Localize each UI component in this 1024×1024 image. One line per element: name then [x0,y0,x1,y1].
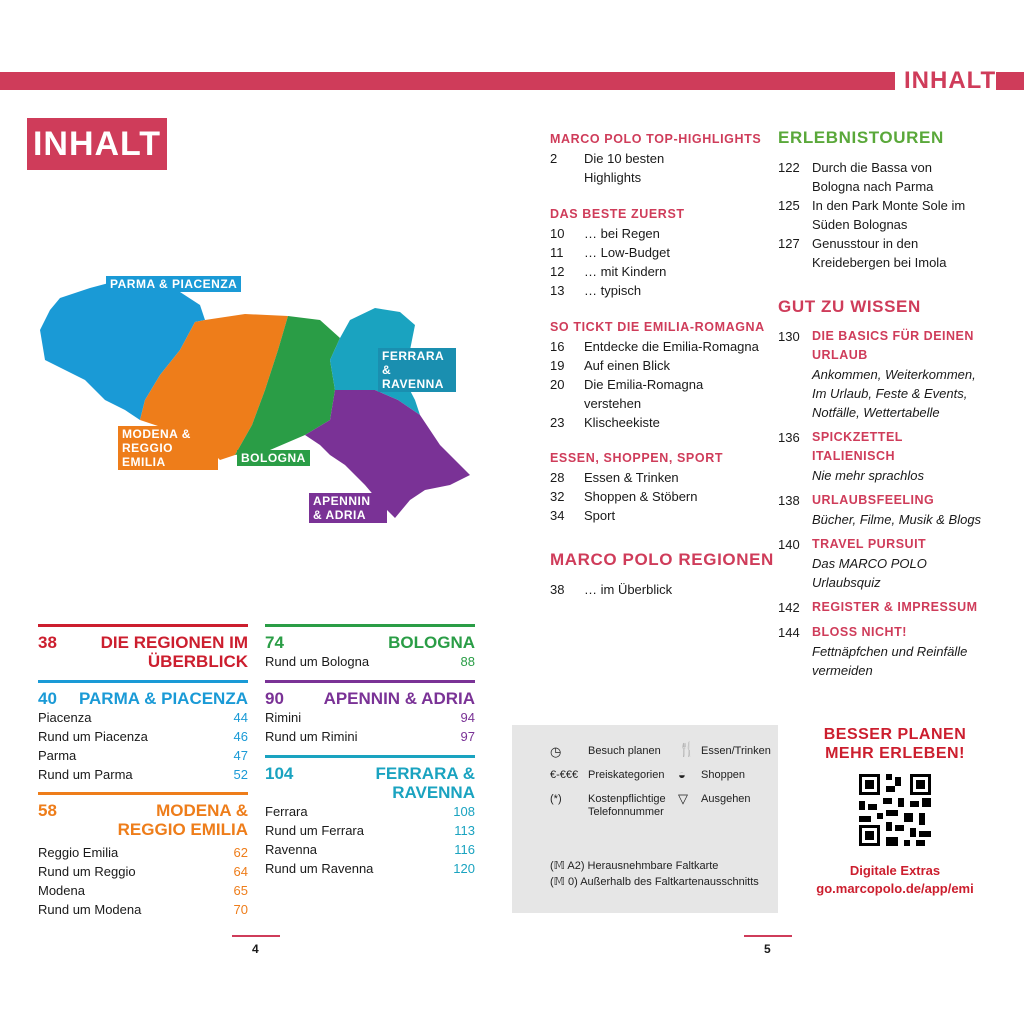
list-item: Rund um Piacenza 46 [38,729,248,744]
toc-item: 28 Essen & Trinken [550,470,679,485]
corner-title: INHALT [904,67,997,94]
region-entry-overview [38,624,248,671]
map-label-apennin: APENNIN & ADRIA [309,493,387,523]
list-item: Rund um Parma 52 [38,767,248,782]
clock-icon: ◷ [550,744,562,759]
list-item: Piacenza 44 [38,710,248,725]
toc-item: 136 SPICKZETTEL ITALIENISCH Nie mehr sprachlos [778,430,924,483]
legend-stern-symbol: (*) [550,793,562,805]
legend-faltkarte: (𝕄 A2) Herausnehmbare Faltkarte [550,860,719,872]
page-number-bar-left [232,935,280,937]
region-entry-bologna [265,624,475,671]
toc-item: 127 Genusstour in den Kreidebergen bei Imola [778,236,947,270]
toc-item: 144 BLOSS NICHT! Fettnäpfchen und Reinfälle vermeiden [778,625,968,678]
toc-top-highlights [550,149,750,187]
region-number: 38 [38,633,57,652]
region-map [30,250,490,550]
legend-ausserhalb: (𝕄 0) Außerhalb des Faltkartenausschnitts [550,876,759,888]
toc-gut-zu-wissen [778,327,983,680]
toc-item: 32 Shoppen & Stöbern [550,489,698,504]
promo-extras: Digitale Extras [849,863,941,878]
page-title: INHALT [27,118,167,170]
map-label-modena: MODENA & REGGIO EMILIA [118,426,218,470]
map-label-ferrara: FERRARA & RAVENNA [378,348,456,392]
list-item: Rimini 94 [265,710,475,725]
list-item: Parma 47 [38,748,248,763]
list-item: Rund um Rimini 97 [265,729,475,744]
section-heading-so-tickt: SO TICKT DIE EMILIA-ROMAGNA [550,320,765,334]
region-title: PARMA & PIACENZA [78,689,248,708]
region-title: BOLOGNA [388,633,475,652]
toc-item: 13 … typisch [550,283,642,298]
toc-item: 34 Sport [550,508,616,523]
section-heading-regionen: MARCO POLO REGIONEN [550,550,774,569]
region-number: 58 [38,801,57,820]
legend-essen: Essen/Trinken [701,745,771,757]
promo-area [790,725,1000,896]
toc-item: 11 … Low-Budget [550,245,670,260]
list-item: Ravenna 116 [265,842,475,857]
region-entry-modena [38,792,248,919]
region-entry-ferrara [265,755,475,878]
region-title: MODENA & REGGIO EMILIA [117,801,248,839]
list-item: Reggio Emilia 62 [38,845,248,860]
toc-item: 140 TRAVEL PURSUIT Das MARCO POLO Urlaubsquiz [778,537,927,590]
map-label-parma: PARMA & PIACENZA [106,276,241,292]
promo-line1: BESSER PLANEN [823,726,967,743]
toc-item: 142 REGISTER & IMPRESSUM [778,600,978,615]
toc-item: 38 … im Überblick [550,582,673,597]
list-item: Modena 65 [38,883,248,898]
toc-das-beste [550,224,750,300]
header-bar-right [996,72,1024,90]
legend-kosten: Kostenpflichtige Telefonnummer [588,793,666,818]
toc-item: 19 Auf einen Blick [550,358,670,373]
toc-item: 122 Durch die Bassa von Bologna nach Parma [778,160,934,194]
header-bar [0,72,895,90]
qr-code-icon[interactable] [856,771,934,849]
page-number-bar-right [744,935,792,937]
toc-item: 23 Klischeekiste [550,415,660,430]
region-number: 104 [265,764,294,783]
toc-regionen [550,580,750,599]
toc-so-tickt [550,337,765,432]
region-entry-apennin [265,680,475,746]
section-heading-erlebnistouren: ERLEBNISTOUREN [778,128,944,147]
toc-essen [550,468,750,525]
toc-item: 138 URLAUBSFEELING Bücher, Filme, Musik & Blogs [778,493,982,527]
toc-item: 130 DIE BASICS FÜR DEINEN URLAUB Ankommen, Weiterkommen, Im Urlaub, Feste & Events, Notfälle, Wettertabelle [778,329,976,420]
region-number: 74 [265,633,284,652]
region-number: 40 [38,689,57,708]
section-heading-essen: ESSEN, SHOPPEN, SPORT [550,451,724,465]
list-item: Rund um Ferrara 113 [265,823,475,838]
section-heading-gut-zu-wissen: GUT ZU WISSEN [778,297,921,316]
toc-item: 10 … bei Regen [550,226,660,241]
list-item: Rund um Bologna 88 [265,654,475,669]
cocktail-glass-icon: ▽ [678,791,688,806]
promo-line2: MEHR ERLEBEN! [825,745,965,762]
toc-item: 16 Entdecke die Emilia-Romagna [550,339,759,354]
toc-item: 20 Die Emilia-Romagna verstehen [550,377,704,411]
cutlery-icon: 🍴 [678,741,696,757]
list-item: Rund um Ravenna 120 [265,861,475,876]
legend-besuch: Besuch planen [588,745,661,757]
page-number-left: 4 [252,942,259,956]
legend-preis: Preiskategorien [588,769,665,781]
list-item: Ferrara 108 [265,804,475,819]
basket-icon: ◒ [678,767,686,782]
map-svg [30,250,490,550]
toc-erlebnistouren [778,158,983,272]
region-title: APENNIN & ADRIA [323,689,475,708]
region-entry-parma [38,680,248,784]
legend-ausgehen: Ausgehen [701,793,751,805]
list-item: Rund um Reggio 64 [38,864,248,879]
legend-preis-symbol: €-€€€ [550,769,579,781]
region-title: DIE REGIONEN IM ÜBERBLICK [100,633,248,671]
toc-item: 2 Die 10 besten Highlights [550,151,665,185]
toc-item: 125 In den Park Monte Sole im Süden Bolognas [778,198,966,232]
promo-url[interactable]: go.marcopolo.de/app/emi [816,881,974,896]
section-heading-das-beste: DAS BESTE ZUERST [550,207,685,221]
section-heading-top-highlights: MARCO POLO TOP-HIGHLIGHTS [550,132,762,146]
region-number: 90 [265,689,284,708]
page-number-right: 5 [764,942,771,956]
legend-shoppen: Shoppen [701,769,746,781]
toc-item: 12 … mit Kindern [550,264,667,279]
legend-box [512,725,778,913]
list-item: Rund um Modena 70 [38,902,248,917]
region-title: FERRARA & RAVENNA [375,764,475,802]
map-label-bologna: BOLOGNA [237,450,310,466]
